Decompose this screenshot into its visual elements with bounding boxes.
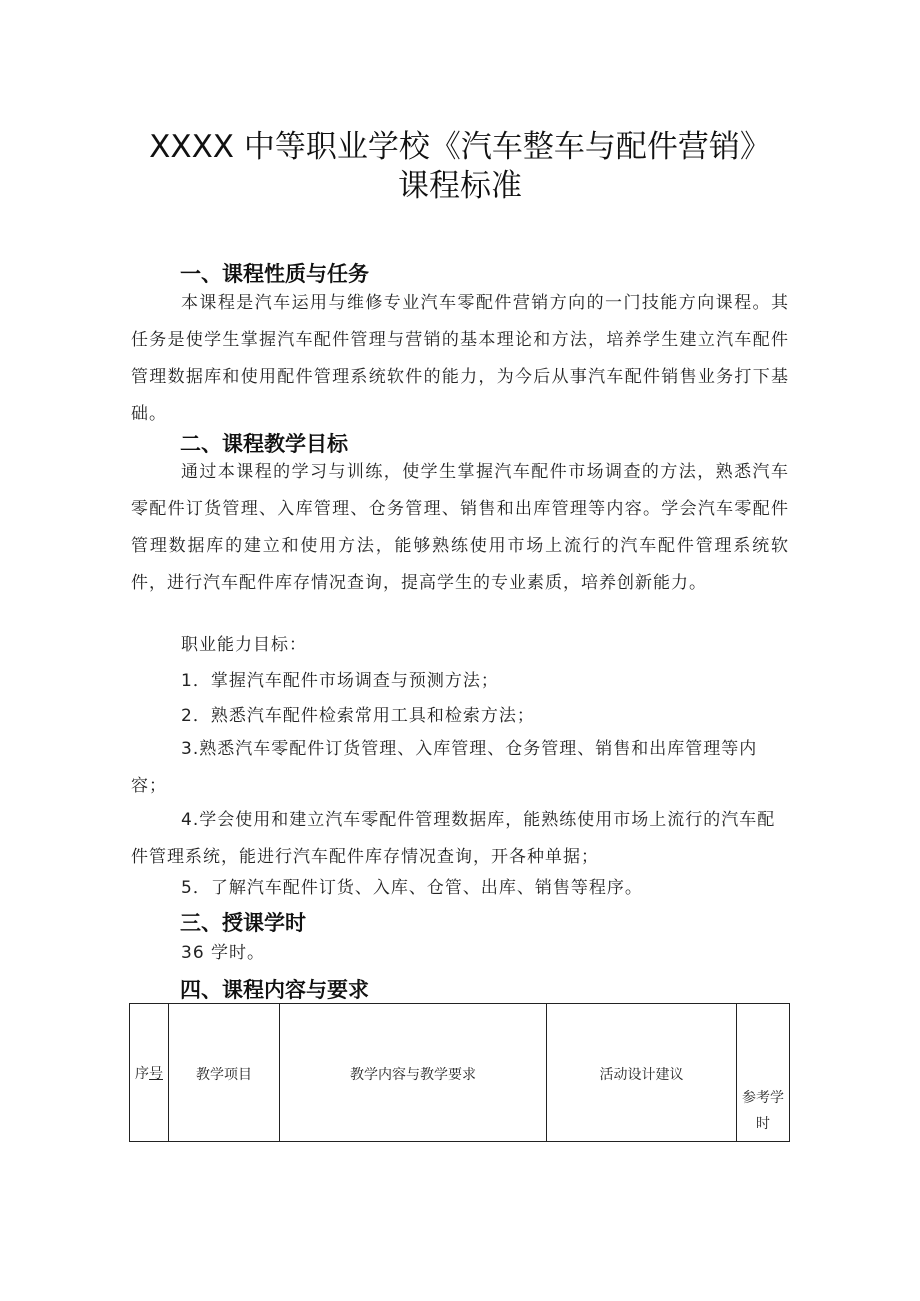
section-paragraph-1: 本课程是汽车运用与维修专业汽车零配件营销方向的一门技能方向课程。其任务是使学生掌握汽车配件管理与营销的基本理论和方法，培养学生建立汽车配件管理数据库和使用配件管理系统软件的能力，为今后从事汽车配件销售业务打下基础。	[131, 293, 789, 424]
header-seq-char-underlined: 号	[149, 1065, 163, 1082]
section-paragraph-3: 36 学时。	[181, 943, 266, 963]
section-heading-3: 三、授课学时	[180, 911, 306, 935]
section-heading-4: 四、课程内容与要求	[180, 978, 369, 1002]
document-title-line2: 课程标准	[398, 168, 522, 204]
header-seq	[130, 1004, 169, 1142]
section-paragraph-2: 通过本课程的学习与训练，使学生掌握汽车配件市场调查的方法，熟悉汽车零配件订货管理、入库管理、仓务管理、销售和出库管理等内容。学会汽车零配件管理数据库的建立和使用方法，能够熟练使用市场上流行的汽车配件管理系统软件，进行汽车配件库存情况查询，提高学生的专业素质，培养创新能力。	[131, 462, 789, 593]
course-content-table	[129, 1003, 790, 1142]
header-project: 教学项目	[169, 1004, 280, 1142]
ability-goal-item: 3.熟悉汽车零配件订货管理、入库管理、仓务管理、销售和出库管理等内容；	[131, 739, 758, 796]
table-header-row	[130, 1004, 790, 1142]
header-hours: 参考学时	[737, 1004, 790, 1142]
section-heading-1: 一、课程性质与任务	[180, 262, 369, 286]
document-title: XXXX 中等职业学校《汽车整车与配件营销》	[149, 129, 771, 165]
header-content: 教学内容与教学要求	[280, 1004, 547, 1142]
ability-goal-item: 2．熟悉汽车配件检索常用工具和检索方法；	[181, 706, 535, 726]
ability-goal-item: 1．掌握汽车配件市场调查与预测方法；	[181, 671, 499, 691]
ability-goal-item: 5．了解汽车配件订货、入库、仓管、出库、销售等程序。	[181, 878, 643, 898]
ability-goal-item: 4.学会使用和建立汽车零配件管理数据库，能熟练使用市场上流行的汽车配件管理系统，能进行汽车配件库存情况查询，开各种单据；	[131, 810, 776, 867]
ability-goals-label: 职业能力目标：	[181, 635, 307, 655]
section-heading-2: 二、课程教学目标	[180, 432, 348, 456]
header-seq-char: 序	[135, 1065, 149, 1082]
header-activity: 活动设计建议	[547, 1004, 737, 1142]
